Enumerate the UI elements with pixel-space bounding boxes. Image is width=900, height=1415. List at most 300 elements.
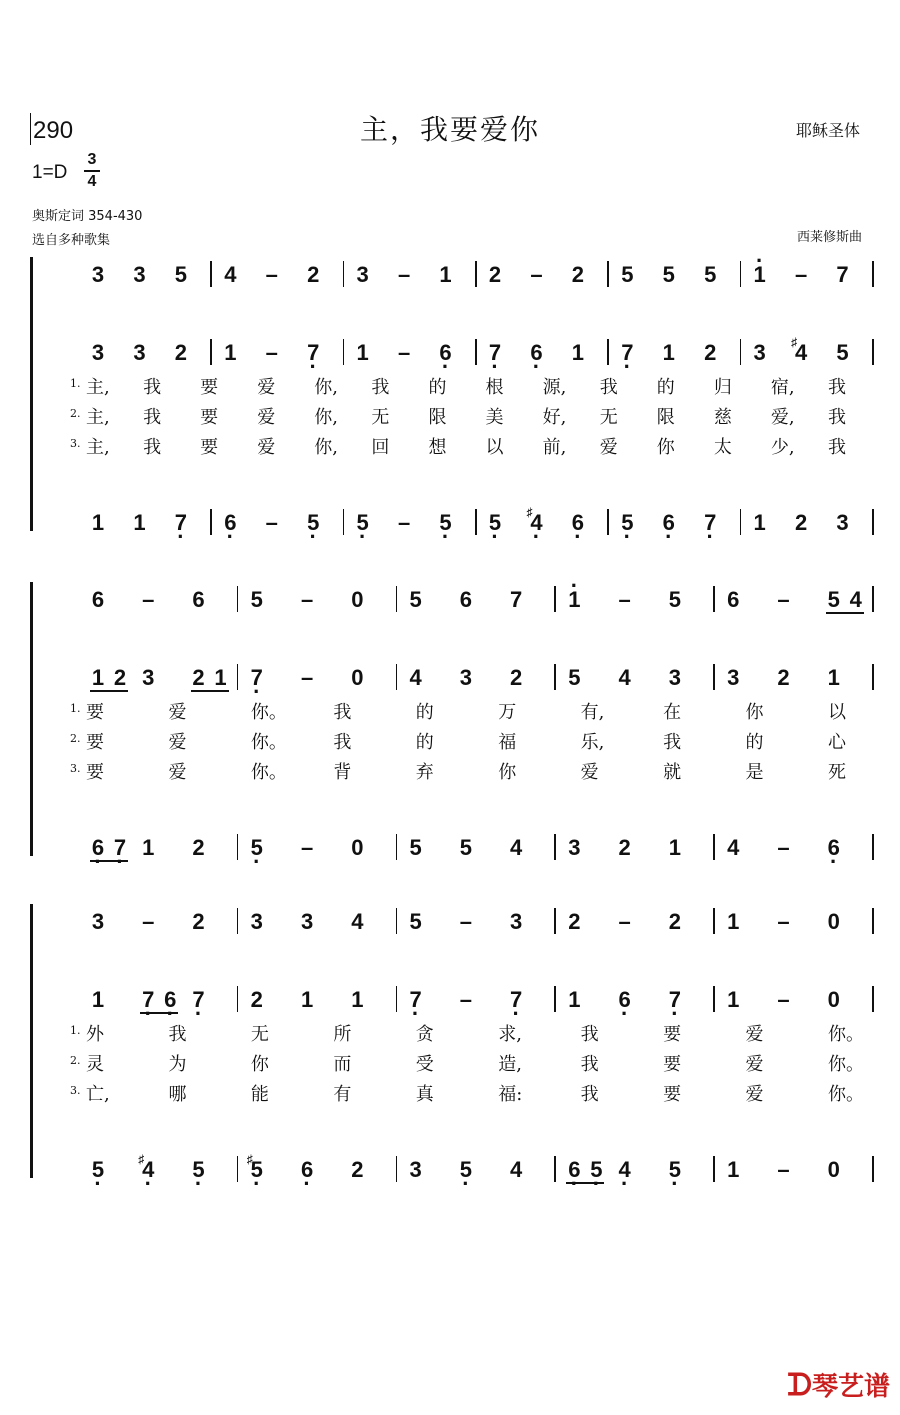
barline xyxy=(237,586,239,612)
lyric-word: 以 xyxy=(828,702,846,723)
lyric-word: 无 xyxy=(250,1024,269,1045)
verse-number: 2. xyxy=(70,1054,81,1067)
lyric-word: 你。 xyxy=(828,1084,864,1105)
dash-extension: – xyxy=(777,587,790,612)
notes-row-soprano xyxy=(0,580,900,620)
note: 1 xyxy=(662,340,675,365)
note: 5 xyxy=(836,340,849,365)
barline xyxy=(607,509,609,535)
barline xyxy=(396,986,398,1012)
note: 5 xyxy=(704,262,717,287)
lyric-word: 真 xyxy=(415,1084,434,1105)
note: 3 xyxy=(356,262,369,287)
note: 3 xyxy=(510,909,523,934)
lyric-word: 爱 xyxy=(257,377,276,398)
sharp-sign: ♯ xyxy=(526,505,533,519)
lyric-word: 我 xyxy=(371,377,390,398)
barline xyxy=(237,908,239,934)
note: 1 xyxy=(133,510,146,535)
dash-extension: – xyxy=(397,510,411,535)
lyric-word: 要 xyxy=(663,1084,682,1105)
lyric-word: 少, xyxy=(770,437,795,458)
note: 1 xyxy=(439,262,452,287)
note: 5 xyxy=(174,262,187,287)
note: 6 · xyxy=(524,340,548,366)
lyric-word: 外 xyxy=(86,1024,104,1045)
note: 1 xyxy=(753,510,766,535)
note: 2 xyxy=(113,665,127,690)
note: · 1 xyxy=(748,262,772,288)
lyric-word: 所 xyxy=(333,1024,352,1045)
lyric-word: 爱 xyxy=(257,407,276,428)
note: 5 · xyxy=(301,510,325,536)
barline xyxy=(713,986,715,1012)
note: 6 · xyxy=(434,340,458,366)
barline xyxy=(396,586,398,612)
lyric-word: 我 xyxy=(580,1084,599,1105)
lyric-word: 要 xyxy=(86,732,104,753)
note: 2 xyxy=(307,262,320,287)
barline xyxy=(210,509,212,535)
note: 3 xyxy=(668,665,682,690)
barline xyxy=(872,908,874,934)
note: 7 · xyxy=(698,510,722,536)
note: 1 xyxy=(827,665,840,690)
verse-number: 2. xyxy=(70,407,81,420)
barline xyxy=(475,261,477,287)
dash-extension: – xyxy=(142,909,155,934)
barline xyxy=(607,339,609,365)
note: 6 · xyxy=(613,987,637,1013)
sharp-sign: ♯ xyxy=(138,1152,145,1166)
lyric-word: 有, xyxy=(580,702,605,723)
note: 6 xyxy=(91,587,105,612)
note: 3 xyxy=(142,665,155,690)
note: 3 xyxy=(753,340,766,365)
lyric-word: 爱 xyxy=(257,437,276,458)
time-signature xyxy=(84,151,100,191)
note: 5 · xyxy=(187,1157,211,1183)
note: 5 · xyxy=(663,1157,687,1183)
collection-credit: 选自多种歌集 xyxy=(32,233,111,248)
lyric-word: 在 xyxy=(663,702,682,723)
note: 6 xyxy=(727,587,740,612)
note: 2 xyxy=(794,510,808,535)
lyric-word: 就 xyxy=(663,762,682,783)
note: 4 xyxy=(351,909,364,934)
note: 5 · xyxy=(434,510,458,536)
lyricist-credit: 奥斯定词 354-430 xyxy=(32,209,143,224)
lyric-word: 我 xyxy=(333,732,352,753)
note: 7 · xyxy=(108,835,132,861)
system-bracket xyxy=(20,904,36,1178)
lyric-word: 而 xyxy=(333,1054,352,1075)
barline xyxy=(396,834,398,860)
lyric-word: 我 xyxy=(143,377,162,398)
lyric-word: 回 xyxy=(371,437,390,458)
barline xyxy=(872,586,874,612)
note: 5 · xyxy=(86,1157,110,1183)
note: 1 xyxy=(91,987,105,1012)
dash-extension: – xyxy=(618,587,631,612)
barline xyxy=(343,509,345,535)
barline xyxy=(396,664,398,690)
lyric-word: 的 xyxy=(415,702,434,723)
note: 7 xyxy=(510,587,523,612)
lyric-word: 主, xyxy=(86,407,110,428)
note: 6 · xyxy=(158,987,182,1013)
lyric-word: 要 xyxy=(86,762,104,783)
note: 6 · xyxy=(566,510,590,536)
lyric-word: 你。 xyxy=(250,732,287,753)
note: 1 xyxy=(91,665,105,690)
note: 2 xyxy=(704,340,717,365)
note: 2 xyxy=(777,665,790,690)
note: 3 xyxy=(133,340,146,365)
lyric-word: 爱 xyxy=(745,1084,764,1105)
note: 7 · xyxy=(169,510,193,536)
lyric-word: 要 xyxy=(86,702,104,723)
note: 7 · xyxy=(483,340,507,366)
note: 5 · xyxy=(245,1157,269,1183)
page-title: 主，我要爱你 xyxy=(359,113,540,146)
barline xyxy=(554,834,556,860)
lyric-word: 以 xyxy=(485,437,504,458)
barline xyxy=(872,509,874,535)
note: 7 · xyxy=(404,987,428,1013)
lyric-word: 万 xyxy=(498,702,517,723)
barline xyxy=(740,339,742,365)
note: 4 xyxy=(510,835,523,860)
lyric-word: 的 xyxy=(656,377,675,398)
barline xyxy=(343,261,345,287)
dash-extension: – xyxy=(300,665,314,690)
note: 3 xyxy=(91,262,105,287)
beam-underline xyxy=(140,1012,178,1014)
notes-row-soprano xyxy=(0,255,900,295)
note: 0 xyxy=(351,587,364,612)
lyric-word: 背 xyxy=(333,762,352,783)
lyric-word: 我 xyxy=(168,1024,187,1045)
note: 6 · xyxy=(822,835,846,861)
note: 1 xyxy=(727,1157,740,1182)
lyric-word: 你。 xyxy=(828,1024,864,1045)
lyric-word: 要 xyxy=(663,1054,682,1075)
barline xyxy=(554,986,556,1012)
composer-credit: 西莱修斯曲 xyxy=(796,230,862,245)
note: 1 xyxy=(142,835,155,860)
verse-number: 2. xyxy=(70,732,81,745)
beam-underline xyxy=(566,1182,604,1184)
note: 6 · xyxy=(562,1157,586,1183)
note: 4 · xyxy=(524,510,548,536)
notes-row-alto xyxy=(0,980,900,1020)
lyric-word: 我 xyxy=(580,1024,599,1045)
barline xyxy=(237,664,239,690)
bracket-line xyxy=(30,582,33,856)
note: 5 xyxy=(250,587,263,612)
note: 5 · xyxy=(615,510,639,536)
note: 4 xyxy=(727,835,740,860)
barline xyxy=(740,261,742,287)
lyric-word: 想 xyxy=(428,437,447,458)
dash-extension: – xyxy=(459,909,472,934)
barline xyxy=(554,1156,556,1182)
lyric-word: 你。 xyxy=(828,1054,864,1075)
lyric-word: 你 xyxy=(745,702,764,723)
note: 3 xyxy=(250,909,263,934)
note: 2 xyxy=(510,665,523,690)
system-bracket xyxy=(20,257,36,531)
barline xyxy=(740,509,742,535)
lyric-word: 宿, xyxy=(770,377,795,398)
barline xyxy=(713,1156,715,1182)
note: · 1 xyxy=(562,587,586,613)
dash-extension: – xyxy=(459,987,472,1012)
barline xyxy=(237,834,239,860)
verse-number: 3. xyxy=(70,762,81,775)
lyric-word: 亡, xyxy=(86,1084,110,1105)
note: 0 xyxy=(351,665,364,690)
lyric-word: 爱 xyxy=(168,732,187,753)
note: 0 xyxy=(827,987,840,1012)
lyric-word: 乐, xyxy=(580,732,605,753)
note: 2 xyxy=(174,340,187,365)
note: 1 xyxy=(356,340,369,365)
note: 5 xyxy=(621,262,634,287)
hymn-number: 290 xyxy=(33,117,74,144)
note: 7 · xyxy=(187,987,211,1013)
lyric-word: 你, xyxy=(314,437,339,458)
notes-row-bass xyxy=(0,828,900,868)
note: 2 xyxy=(192,909,205,934)
lyric-word: 心 xyxy=(828,732,846,753)
note: 7 · xyxy=(245,665,269,691)
time-signature-bottom: 4 xyxy=(87,173,97,190)
lyric-word: 灵 xyxy=(86,1054,104,1075)
note: 4 xyxy=(849,587,862,612)
lyric-word: 爱 xyxy=(599,437,618,458)
barline xyxy=(713,908,715,934)
lyric-word: 你 xyxy=(498,762,517,783)
note: 1 xyxy=(300,987,314,1012)
note: 5 xyxy=(409,587,422,612)
lyric-word: 主, xyxy=(86,377,110,398)
lyric-word: 要 xyxy=(663,1024,682,1045)
lyric-word: 爱, xyxy=(770,407,795,428)
lyric-word: 你, xyxy=(314,407,339,428)
notes-row-alto xyxy=(0,333,900,373)
lyric-word: 福: xyxy=(498,1084,523,1105)
lyric-word: 福 xyxy=(498,732,517,753)
lyric-word: 为 xyxy=(168,1054,187,1075)
lyric-word: 爱 xyxy=(168,702,187,723)
note: 4 xyxy=(510,1157,523,1182)
lyric-word: 的 xyxy=(745,732,764,753)
lyric-word: 死 xyxy=(828,762,846,783)
barline xyxy=(396,1156,398,1182)
dash-extension: – xyxy=(142,587,155,612)
time-signature-divider xyxy=(84,170,100,172)
lyric-word: 爱 xyxy=(745,1054,764,1075)
barline xyxy=(237,986,239,1012)
lyric-word: 我 xyxy=(333,702,352,723)
note: 5 xyxy=(827,587,840,612)
note: 2 xyxy=(488,262,502,287)
lyric-word: 前, xyxy=(542,437,567,458)
dash-extension: – xyxy=(397,340,411,365)
lyric-word: 太 xyxy=(713,437,732,458)
barline xyxy=(396,908,398,934)
note: 4 xyxy=(794,340,808,365)
note: 5 xyxy=(662,262,675,287)
lyric-word: 哪 xyxy=(168,1084,187,1105)
lyric-word: 主, xyxy=(86,437,110,458)
lyric-word: 我 xyxy=(143,407,162,428)
beam-underline xyxy=(826,612,864,614)
lyric-word: 归 xyxy=(713,377,732,398)
barline xyxy=(210,261,212,287)
note: 6 · xyxy=(295,1157,319,1183)
dash-extension: – xyxy=(300,835,314,860)
lyric-word: 弃 xyxy=(415,762,434,783)
dash-extension: – xyxy=(777,1157,790,1182)
note: 7 · xyxy=(615,340,639,366)
note: 6 · xyxy=(86,835,110,861)
dash-extension: – xyxy=(777,909,790,934)
dash-extension: – xyxy=(265,340,278,365)
note: 3 xyxy=(91,909,105,934)
barline xyxy=(607,261,609,287)
note: 2 xyxy=(571,262,584,287)
beam-underline xyxy=(191,690,229,692)
note: 7 · xyxy=(136,987,160,1013)
note: 3 xyxy=(300,909,314,934)
lyric-word: 的 xyxy=(428,377,447,398)
note: 1 xyxy=(668,835,682,860)
lyric-word: 要 xyxy=(200,377,219,398)
barline xyxy=(872,261,874,287)
lyric-word: 我 xyxy=(663,732,682,753)
verse-number: 1. xyxy=(70,702,81,715)
lyric-word: 爱 xyxy=(745,1024,764,1045)
note: 5 xyxy=(459,835,472,860)
note: 0 xyxy=(827,1157,840,1182)
lyric-word: 你。 xyxy=(250,762,287,783)
lyric-word: 受 xyxy=(415,1054,434,1075)
lyric-word: 我 xyxy=(828,377,846,398)
lyric-word: 根 xyxy=(485,377,504,398)
barline xyxy=(713,586,715,612)
note: 3 xyxy=(836,510,849,535)
note: 0 xyxy=(351,835,364,860)
notes-row-bass xyxy=(0,503,900,543)
note: 1 xyxy=(214,665,227,690)
note: 3 xyxy=(133,262,146,287)
note: 1 xyxy=(351,987,364,1012)
notes-row-bass xyxy=(0,1150,900,1190)
system-bracket xyxy=(20,582,36,856)
note: 4 xyxy=(618,665,631,690)
lyric-word: 造, xyxy=(498,1054,522,1075)
note: 4 xyxy=(224,262,237,287)
bracket-line xyxy=(30,904,33,1178)
verse-number: 1. xyxy=(70,1024,81,1037)
lyric-word: 求, xyxy=(498,1024,522,1045)
lyric-word: 限 xyxy=(656,407,675,428)
barline xyxy=(872,1156,874,1182)
notes-row-soprano xyxy=(0,902,900,942)
note: 3 xyxy=(91,340,105,365)
note: 5 · xyxy=(483,510,507,536)
note: 2 xyxy=(568,909,581,934)
note: 2 xyxy=(192,835,205,860)
lyric-word: 爱 xyxy=(168,762,187,783)
lyric-word: 贪 xyxy=(415,1024,434,1045)
note: 1 xyxy=(571,340,584,365)
dash-extension: – xyxy=(397,262,411,287)
note: 6 · xyxy=(218,510,242,536)
lyric-word: 我 xyxy=(828,437,846,458)
note: 1 xyxy=(568,987,581,1012)
barline xyxy=(475,509,477,535)
lyric-word: 慈 xyxy=(713,407,732,428)
note: 5 xyxy=(409,909,422,934)
lyric-word: 要 xyxy=(200,407,219,428)
key-signature: 1=D xyxy=(32,162,68,183)
barline xyxy=(872,339,874,365)
note: 7 xyxy=(836,262,849,287)
dash-extension: – xyxy=(265,510,278,535)
note: 5 xyxy=(409,835,422,860)
barline xyxy=(554,664,556,690)
dash-extension: – xyxy=(777,987,790,1012)
dash-extension: – xyxy=(618,909,631,934)
lyric-word: 的 xyxy=(415,732,434,753)
lyric-word: 要 xyxy=(200,437,219,458)
note: 3 xyxy=(727,665,740,690)
note: 2 xyxy=(250,987,263,1012)
lyric-word: 你, xyxy=(314,377,339,398)
lyric-word: 我 xyxy=(599,377,618,398)
barline xyxy=(554,908,556,934)
barline xyxy=(872,834,874,860)
note: 3 xyxy=(459,665,472,690)
lyric-word: 你。 xyxy=(250,702,287,723)
barline xyxy=(237,1156,239,1182)
dash-extension: – xyxy=(300,587,314,612)
lyric-word: 好, xyxy=(542,407,567,428)
barline xyxy=(872,664,874,690)
verse-number: 3. xyxy=(70,1084,81,1097)
note: 2 xyxy=(668,909,682,934)
sharp-sign: ♯ xyxy=(791,335,798,349)
note: 4 · xyxy=(613,1157,637,1183)
note: 2 xyxy=(192,665,205,690)
note: 0 xyxy=(827,909,840,934)
note: 5 · xyxy=(245,835,269,861)
verse-number: 3. xyxy=(70,437,81,450)
lyric-word: 限 xyxy=(428,407,447,428)
lyric-word: 你 xyxy=(656,437,675,458)
note: 1 xyxy=(224,340,237,365)
note: 6 · xyxy=(657,510,681,536)
note: 5 · xyxy=(584,1157,608,1183)
bracket-line xyxy=(30,257,33,531)
sharp-sign: ♯ xyxy=(246,1152,253,1166)
lyric-word: 源, xyxy=(542,377,567,398)
note: 3 xyxy=(568,835,581,860)
